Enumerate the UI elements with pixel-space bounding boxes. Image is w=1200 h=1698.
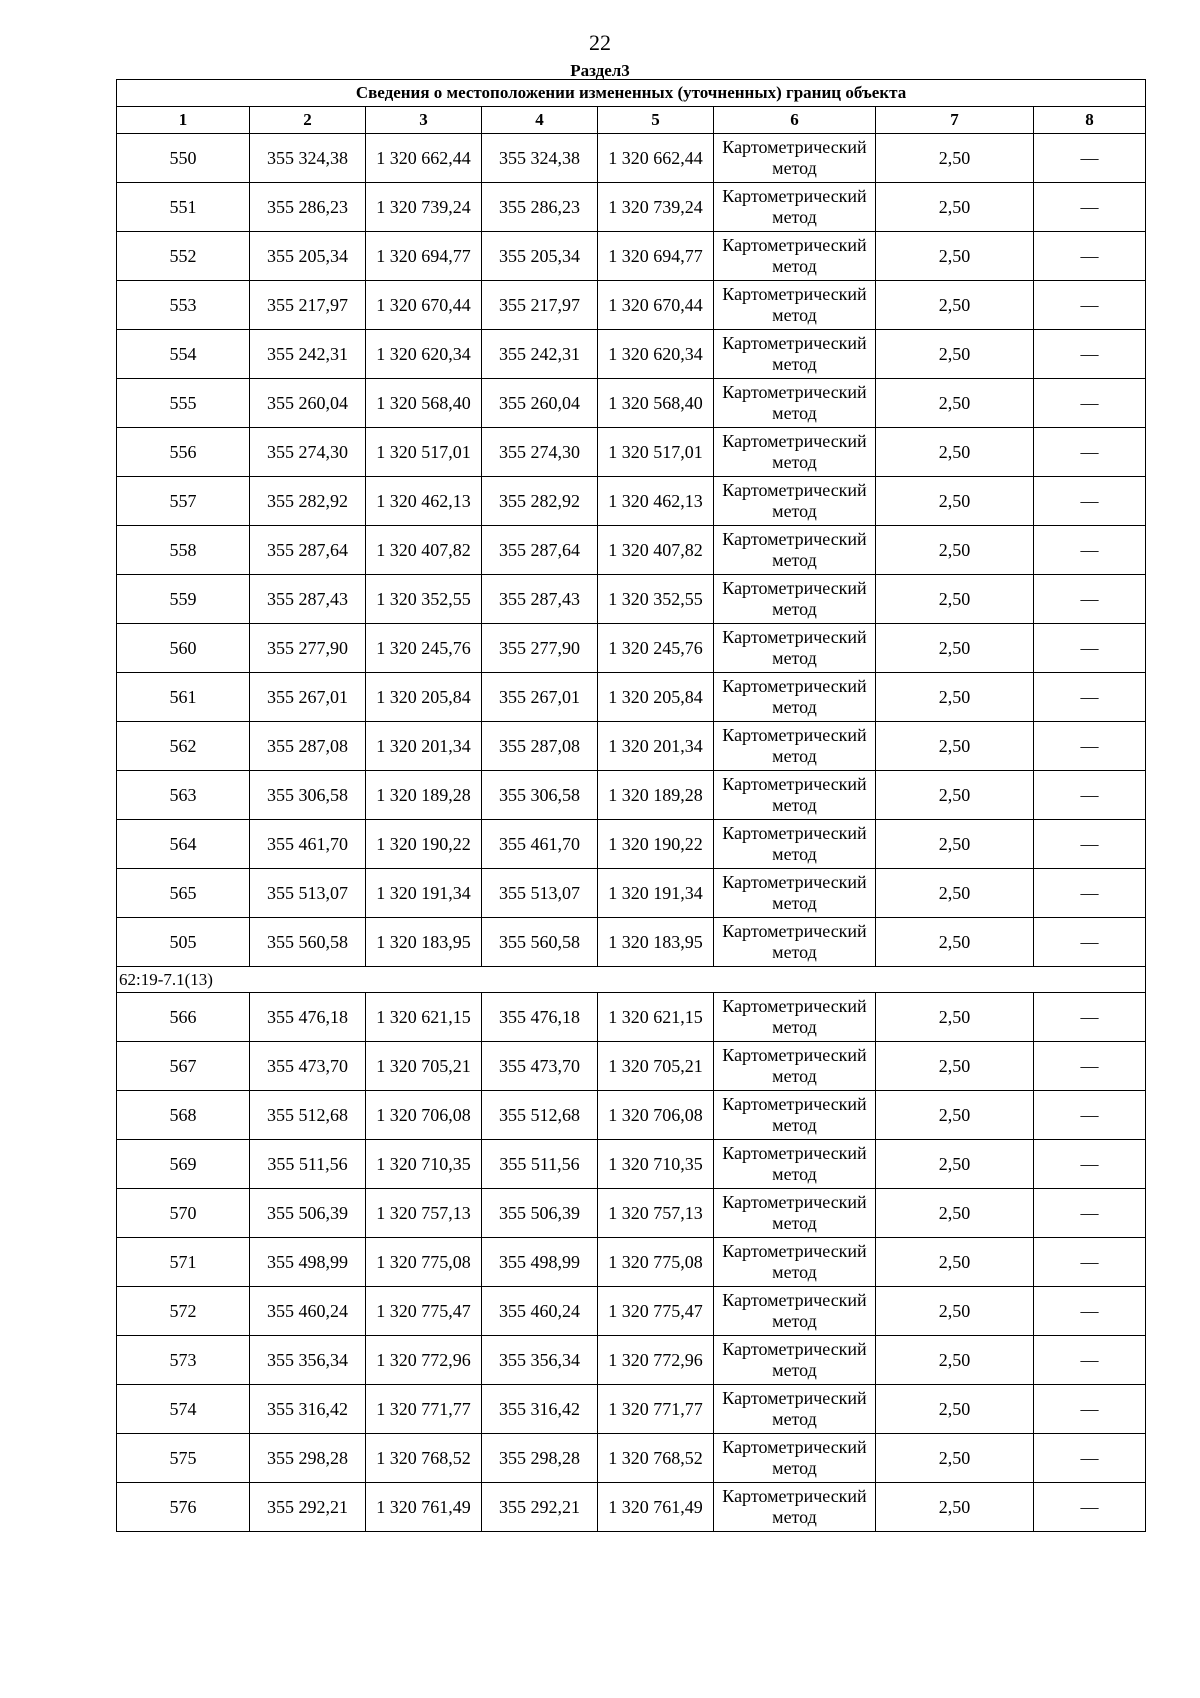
y-new-cell: 1 320 407,82 — [598, 526, 714, 575]
method-cell: Картометрический метод — [714, 575, 876, 624]
accuracy-cell: 2,50 — [876, 428, 1034, 477]
accuracy-cell: 2,50 — [876, 1434, 1034, 1483]
point-number-cell: 557 — [117, 477, 250, 526]
x-new-cell: 355 511,56 — [482, 1140, 598, 1189]
table-row — [117, 1287, 1146, 1336]
x-new-cell: 355 287,08 — [482, 722, 598, 771]
point-number-cell: 551 — [117, 183, 250, 232]
accuracy-cell: 2,50 — [876, 1238, 1034, 1287]
table-row — [117, 1434, 1146, 1483]
accuracy-cell: 2,50 — [876, 673, 1034, 722]
description-cell: — — [1034, 1287, 1146, 1336]
method-cell: Картометрический метод — [714, 134, 876, 183]
description-cell: — — [1034, 1189, 1146, 1238]
y-new-cell: 1 320 201,34 — [598, 722, 714, 771]
y-new-cell: 1 320 662,44 — [598, 134, 714, 183]
column-header: 8 — [1034, 107, 1146, 134]
description-cell: — — [1034, 869, 1146, 918]
x-old-cell: 355 267,01 — [250, 673, 366, 722]
method-cell: Картометрический метод — [714, 477, 876, 526]
accuracy-cell: 2,50 — [876, 1189, 1034, 1238]
description-cell: — — [1034, 575, 1146, 624]
table-body — [117, 80, 1146, 1532]
accuracy-cell: 2,50 — [876, 1042, 1034, 1091]
table-row — [117, 1483, 1146, 1532]
y-new-cell: 1 320 621,15 — [598, 993, 714, 1042]
y-old-cell: 1 320 462,13 — [366, 477, 482, 526]
table-row — [117, 575, 1146, 624]
x-new-cell: 355 277,90 — [482, 624, 598, 673]
point-number-cell: 565 — [117, 869, 250, 918]
table-row — [117, 1091, 1146, 1140]
x-old-cell: 355 498,99 — [250, 1238, 366, 1287]
x-old-cell: 355 513,07 — [250, 869, 366, 918]
y-new-cell: 1 320 620,34 — [598, 330, 714, 379]
point-number-cell: 505 — [117, 918, 250, 967]
page-number: 22 — [589, 30, 611, 55]
column-header: 3 — [366, 107, 482, 134]
y-new-cell: 1 320 761,49 — [598, 1483, 714, 1532]
table-row — [117, 379, 1146, 428]
point-number-cell: 550 — [117, 134, 250, 183]
accuracy-cell: 2,50 — [876, 1483, 1034, 1532]
description-cell: — — [1034, 1434, 1146, 1483]
y-old-cell: 1 320 205,84 — [366, 673, 482, 722]
y-old-cell: 1 320 189,28 — [366, 771, 482, 820]
method-cell: Картометрический метод — [714, 183, 876, 232]
method-cell: Картометрический метод — [714, 232, 876, 281]
description-cell: — — [1034, 526, 1146, 575]
accuracy-cell: 2,50 — [876, 575, 1034, 624]
table-row — [117, 1336, 1146, 1385]
accuracy-cell: 2,50 — [876, 869, 1034, 918]
table-row — [117, 993, 1146, 1042]
y-old-cell: 1 320 201,34 — [366, 722, 482, 771]
x-old-cell: 355 506,39 — [250, 1189, 366, 1238]
point-number-cell: 567 — [117, 1042, 250, 1091]
y-old-cell: 1 320 761,49 — [366, 1483, 482, 1532]
x-old-cell: 355 512,68 — [250, 1091, 366, 1140]
table-title-row — [117, 80, 1146, 107]
x-new-cell: 355 512,68 — [482, 1091, 598, 1140]
y-new-cell: 1 320 183,95 — [598, 918, 714, 967]
y-new-cell: 1 320 771,77 — [598, 1385, 714, 1434]
table-row — [117, 1042, 1146, 1091]
point-number-cell: 566 — [117, 993, 250, 1042]
y-old-cell: 1 320 352,55 — [366, 575, 482, 624]
x-old-cell: 355 260,04 — [250, 379, 366, 428]
point-number-cell: 554 — [117, 330, 250, 379]
x-old-cell: 355 473,70 — [250, 1042, 366, 1091]
method-cell: Картометрический метод — [714, 1483, 876, 1532]
x-new-cell: 355 461,70 — [482, 820, 598, 869]
table-header-row — [117, 107, 1146, 134]
description-cell: — — [1034, 918, 1146, 967]
method-cell: Картометрический метод — [714, 722, 876, 771]
y-new-cell: 1 320 190,22 — [598, 820, 714, 869]
x-new-cell: 355 287,43 — [482, 575, 598, 624]
y-new-cell: 1 320 694,77 — [598, 232, 714, 281]
table-row — [117, 281, 1146, 330]
column-header: 1 — [117, 107, 250, 134]
method-cell: Картометрический метод — [714, 1336, 876, 1385]
method-cell: Картометрический метод — [714, 1434, 876, 1483]
x-old-cell: 355 306,58 — [250, 771, 366, 820]
y-old-cell: 1 320 245,76 — [366, 624, 482, 673]
x-old-cell: 355 356,34 — [250, 1336, 366, 1385]
point-number-cell: 569 — [117, 1140, 250, 1189]
y-new-cell: 1 320 706,08 — [598, 1091, 714, 1140]
accuracy-cell: 2,50 — [876, 134, 1034, 183]
accuracy-cell: 2,50 — [876, 624, 1034, 673]
point-number-cell: 573 — [117, 1336, 250, 1385]
accuracy-cell: 2,50 — [876, 330, 1034, 379]
column-header: 7 — [876, 107, 1034, 134]
method-cell: Картометрический метод — [714, 1385, 876, 1434]
point-number-cell: 571 — [117, 1238, 250, 1287]
y-new-cell: 1 320 705,21 — [598, 1042, 714, 1091]
x-old-cell: 355 274,30 — [250, 428, 366, 477]
table-row — [117, 1385, 1146, 1434]
table-row — [117, 183, 1146, 232]
method-cell: Картометрический метод — [714, 993, 876, 1042]
x-new-cell: 355 498,99 — [482, 1238, 598, 1287]
method-cell: Картометрический метод — [714, 330, 876, 379]
accuracy-cell: 2,50 — [876, 526, 1034, 575]
y-old-cell: 1 320 768,52 — [366, 1434, 482, 1483]
description-cell: — — [1034, 1091, 1146, 1140]
y-old-cell: 1 320 775,08 — [366, 1238, 482, 1287]
table-title: Сведения о местоположении измененных (уточненных) границ объекта — [117, 80, 1146, 107]
point-number-cell: 558 — [117, 526, 250, 575]
point-number-cell: 564 — [117, 820, 250, 869]
y-old-cell: 1 320 710,35 — [366, 1140, 482, 1189]
column-header: 5 — [598, 107, 714, 134]
y-new-cell: 1 320 757,13 — [598, 1189, 714, 1238]
y-old-cell: 1 320 407,82 — [366, 526, 482, 575]
method-cell: Картометрический метод — [714, 869, 876, 918]
table-row — [117, 673, 1146, 722]
table-row — [117, 1189, 1146, 1238]
x-new-cell: 355 205,34 — [482, 232, 598, 281]
point-number-cell: 559 — [117, 575, 250, 624]
y-new-cell: 1 320 205,84 — [598, 673, 714, 722]
table-row — [117, 771, 1146, 820]
table-row — [117, 330, 1146, 379]
y-old-cell: 1 320 670,44 — [366, 281, 482, 330]
table-row — [117, 1238, 1146, 1287]
accuracy-cell: 2,50 — [876, 1336, 1034, 1385]
y-old-cell: 1 320 705,21 — [366, 1042, 482, 1091]
accuracy-cell: 2,50 — [876, 771, 1034, 820]
table-row — [117, 232, 1146, 281]
y-old-cell: 1 320 620,34 — [366, 330, 482, 379]
table-row — [117, 526, 1146, 575]
description-cell: — — [1034, 379, 1146, 428]
table-row — [117, 134, 1146, 183]
column-header: 2 — [250, 107, 366, 134]
x-old-cell: 355 324,38 — [250, 134, 366, 183]
accuracy-cell: 2,50 — [876, 281, 1034, 330]
group-row — [117, 967, 1146, 993]
y-old-cell: 1 320 568,40 — [366, 379, 482, 428]
y-new-cell: 1 320 568,40 — [598, 379, 714, 428]
x-new-cell: 355 282,92 — [482, 477, 598, 526]
y-new-cell: 1 320 710,35 — [598, 1140, 714, 1189]
point-number-cell: 568 — [117, 1091, 250, 1140]
y-new-cell: 1 320 775,47 — [598, 1287, 714, 1336]
y-old-cell: 1 320 775,47 — [366, 1287, 482, 1336]
accuracy-cell: 2,50 — [876, 1287, 1034, 1336]
method-cell: Картометрический метод — [714, 820, 876, 869]
x-new-cell: 355 324,38 — [482, 134, 598, 183]
table-row — [117, 918, 1146, 967]
table-row — [117, 624, 1146, 673]
method-cell: Картометрический метод — [714, 379, 876, 428]
x-new-cell: 355 506,39 — [482, 1189, 598, 1238]
y-old-cell: 1 320 191,34 — [366, 869, 482, 918]
description-cell: — — [1034, 1042, 1146, 1091]
table-row — [117, 1140, 1146, 1189]
y-new-cell: 1 320 191,34 — [598, 869, 714, 918]
y-new-cell: 1 320 352,55 — [598, 575, 714, 624]
description-cell: — — [1034, 722, 1146, 771]
method-cell: Картометрический метод — [714, 771, 876, 820]
y-old-cell: 1 320 190,22 — [366, 820, 482, 869]
point-number-cell: 576 — [117, 1483, 250, 1532]
method-cell: Картометрический метод — [714, 1091, 876, 1140]
x-old-cell: 355 242,31 — [250, 330, 366, 379]
description-cell: — — [1034, 330, 1146, 379]
method-cell: Картометрический метод — [714, 526, 876, 575]
point-number-cell: 553 — [117, 281, 250, 330]
x-new-cell: 355 292,21 — [482, 1483, 598, 1532]
description-cell: — — [1034, 1140, 1146, 1189]
method-cell: Картометрический метод — [714, 673, 876, 722]
y-old-cell: 1 320 706,08 — [366, 1091, 482, 1140]
accuracy-cell: 2,50 — [876, 820, 1034, 869]
method-cell: Картометрический метод — [714, 1238, 876, 1287]
x-old-cell: 355 217,97 — [250, 281, 366, 330]
method-cell: Картометрический метод — [714, 1287, 876, 1336]
column-header: 4 — [482, 107, 598, 134]
y-old-cell: 1 320 621,15 — [366, 993, 482, 1042]
point-number-cell: 560 — [117, 624, 250, 673]
x-old-cell: 355 287,64 — [250, 526, 366, 575]
accuracy-cell: 2,50 — [876, 918, 1034, 967]
section-title: Раздел3 — [570, 61, 630, 80]
y-old-cell: 1 320 772,96 — [366, 1336, 482, 1385]
x-new-cell: 355 260,04 — [482, 379, 598, 428]
method-cell: Картометрический метод — [714, 624, 876, 673]
boundary-table — [116, 79, 1146, 1532]
x-old-cell: 355 476,18 — [250, 993, 366, 1042]
x-old-cell: 355 205,34 — [250, 232, 366, 281]
x-old-cell: 355 511,56 — [250, 1140, 366, 1189]
description-cell: — — [1034, 1385, 1146, 1434]
description-cell: — — [1034, 820, 1146, 869]
point-number-cell: 555 — [117, 379, 250, 428]
point-number-cell: 562 — [117, 722, 250, 771]
x-new-cell: 355 473,70 — [482, 1042, 598, 1091]
x-new-cell: 355 306,58 — [482, 771, 598, 820]
y-new-cell: 1 320 670,44 — [598, 281, 714, 330]
accuracy-cell: 2,50 — [876, 722, 1034, 771]
y-new-cell: 1 320 245,76 — [598, 624, 714, 673]
method-cell: Картометрический метод — [714, 918, 876, 967]
x-old-cell: 355 287,08 — [250, 722, 366, 771]
method-cell: Картометрический метод — [714, 428, 876, 477]
y-old-cell: 1 320 694,77 — [366, 232, 482, 281]
y-new-cell: 1 320 517,01 — [598, 428, 714, 477]
table-row — [117, 820, 1146, 869]
description-cell: — — [1034, 673, 1146, 722]
description-cell: — — [1034, 428, 1146, 477]
accuracy-cell: 2,50 — [876, 1385, 1034, 1434]
y-new-cell: 1 320 739,24 — [598, 183, 714, 232]
x-new-cell: 355 274,30 — [482, 428, 598, 477]
description-cell: — — [1034, 232, 1146, 281]
table-row — [117, 869, 1146, 918]
x-old-cell: 355 286,23 — [250, 183, 366, 232]
method-cell: Картометрический метод — [714, 281, 876, 330]
x-new-cell: 355 560,58 — [482, 918, 598, 967]
description-cell: — — [1034, 134, 1146, 183]
point-number-cell: 570 — [117, 1189, 250, 1238]
description-cell: — — [1034, 1483, 1146, 1532]
point-number-cell: 556 — [117, 428, 250, 477]
accuracy-cell: 2,50 — [876, 379, 1034, 428]
accuracy-cell: 2,50 — [876, 183, 1034, 232]
method-cell: Картометрический метод — [714, 1189, 876, 1238]
x-new-cell: 355 356,34 — [482, 1336, 598, 1385]
point-number-cell: 563 — [117, 771, 250, 820]
x-old-cell: 355 461,70 — [250, 820, 366, 869]
x-old-cell: 355 287,43 — [250, 575, 366, 624]
y-old-cell: 1 320 662,44 — [366, 134, 482, 183]
y-new-cell: 1 320 189,28 — [598, 771, 714, 820]
y-new-cell: 1 320 462,13 — [598, 477, 714, 526]
x-new-cell: 355 242,31 — [482, 330, 598, 379]
y-new-cell: 1 320 768,52 — [598, 1434, 714, 1483]
accuracy-cell: 2,50 — [876, 1140, 1034, 1189]
description-cell: — — [1034, 771, 1146, 820]
accuracy-cell: 2,50 — [876, 477, 1034, 526]
y-old-cell: 1 320 183,95 — [366, 918, 482, 967]
point-number-cell: 575 — [117, 1434, 250, 1483]
y-old-cell: 1 320 757,13 — [366, 1189, 482, 1238]
x-old-cell: 355 292,21 — [250, 1483, 366, 1532]
y-old-cell: 1 320 771,77 — [366, 1385, 482, 1434]
y-new-cell: 1 320 772,96 — [598, 1336, 714, 1385]
method-cell: Картометрический метод — [714, 1042, 876, 1091]
description-cell: — — [1034, 477, 1146, 526]
x-old-cell: 355 282,92 — [250, 477, 366, 526]
method-cell: Картометрический метод — [714, 1140, 876, 1189]
table-row — [117, 477, 1146, 526]
point-number-cell: 552 — [117, 232, 250, 281]
x-old-cell: 355 277,90 — [250, 624, 366, 673]
description-cell: — — [1034, 1336, 1146, 1385]
table-row — [117, 428, 1146, 477]
description-cell: — — [1034, 1238, 1146, 1287]
group-label: 62:19-7.1(13) — [117, 967, 1146, 993]
x-old-cell: 355 460,24 — [250, 1287, 366, 1336]
x-new-cell: 355 217,97 — [482, 281, 598, 330]
x-new-cell: 355 298,28 — [482, 1434, 598, 1483]
y-old-cell: 1 320 739,24 — [366, 183, 482, 232]
description-cell: — — [1034, 281, 1146, 330]
description-cell: — — [1034, 993, 1146, 1042]
accuracy-cell: 2,50 — [876, 1091, 1034, 1140]
x-new-cell: 355 513,07 — [482, 869, 598, 918]
x-new-cell: 355 267,01 — [482, 673, 598, 722]
y-old-cell: 1 320 517,01 — [366, 428, 482, 477]
x-new-cell: 355 316,42 — [482, 1385, 598, 1434]
table-row — [117, 722, 1146, 771]
column-header: 6 — [714, 107, 876, 134]
x-old-cell: 355 298,28 — [250, 1434, 366, 1483]
description-cell: — — [1034, 183, 1146, 232]
x-old-cell: 355 316,42 — [250, 1385, 366, 1434]
x-new-cell: 355 286,23 — [482, 183, 598, 232]
x-new-cell: 355 287,64 — [482, 526, 598, 575]
point-number-cell: 561 — [117, 673, 250, 722]
point-number-cell: 574 — [117, 1385, 250, 1434]
accuracy-cell: 2,50 — [876, 993, 1034, 1042]
x-new-cell: 355 460,24 — [482, 1287, 598, 1336]
description-cell: — — [1034, 624, 1146, 673]
y-new-cell: 1 320 775,08 — [598, 1238, 714, 1287]
point-number-cell: 572 — [117, 1287, 250, 1336]
x-old-cell: 355 560,58 — [250, 918, 366, 967]
x-new-cell: 355 476,18 — [482, 993, 598, 1042]
accuracy-cell: 2,50 — [876, 232, 1034, 281]
